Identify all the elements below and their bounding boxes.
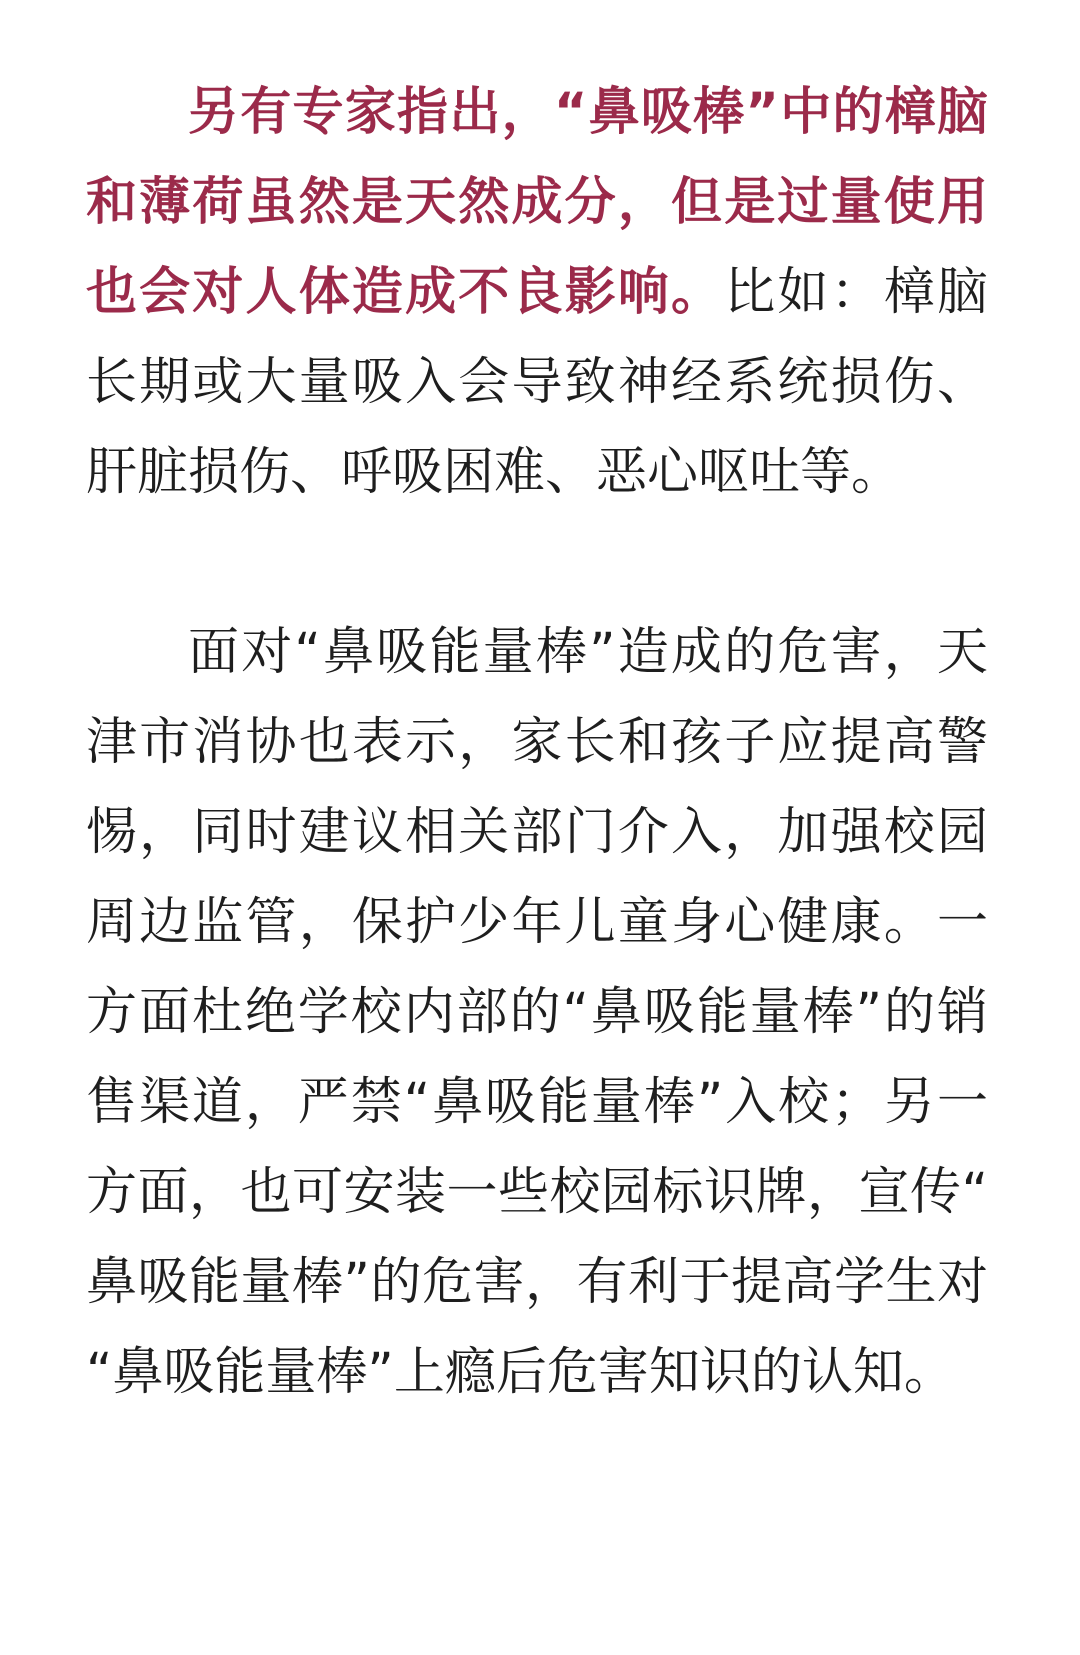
paragraph-consumer-association <box>86 608 988 1418</box>
paragraph-expert-warning <box>86 68 988 518</box>
paragraph-text: 比如：樟脑长期或大量吸入会导致神经系统损伤、肝脏损伤、呼吸困难、恶心呕吐等。 <box>86 263 988 502</box>
emphasis-text: 另有专家指出，“鼻吸棒”中的樟脑和薄荷虽然是天然成分，但是过量使用也会对人体造成不良影响。 <box>86 83 988 322</box>
paragraph-text: 面对“鼻吸能量棒”造成的危害，天津市消协也表示，家长和孩子应提高警惕，同时建议相关部门介入，加强校园周边监管，保护少年儿童身心健康。一方面杜绝学校内部的“鼻吸能量棒”的销售渠道，严禁“鼻吸能量棒”入校；另一方面，也可安装一些校园标识牌，宣传“鼻吸能量棒”的危害，有利于提高学生对“鼻吸能量棒”上瘾后危害知识的认知。 <box>86 623 988 1402</box>
